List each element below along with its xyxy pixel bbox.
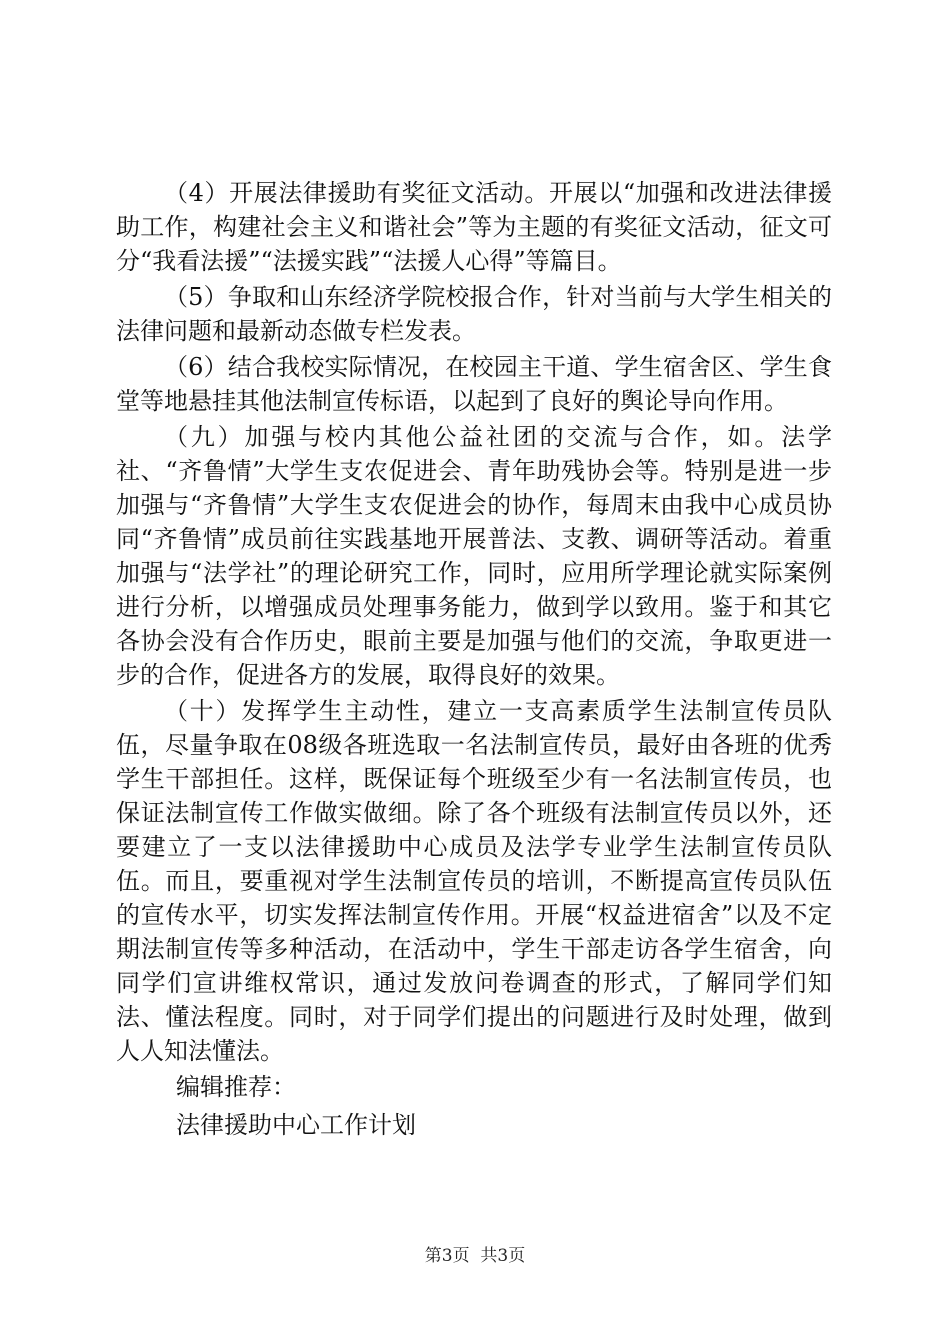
editor-recommend-label: 编辑推荐：	[176, 1073, 296, 1101]
page-footer	[0, 1245, 950, 1267]
page-number: 第3页 共3页	[424, 1246, 526, 1266]
editor-recommend-link[interactable]: 法律援助中心工作计划	[176, 1111, 416, 1139]
paragraph-nine: （九）加强与校内其他公益社团的交流与合作，如。法学社、“齐鲁情”大学生支农促进会、青年助残协会等。特别是进一步加强与“齐鲁情”大学生支农促进会的协作，每周末由我中心成员协同“齐鲁情”成员前往实践基地开展普法、支教、调研等活动。着重加强与“法学社”的理论研究工作，同时，应用所学理论就实际案例进行分析，以增强成员处理事务能力，做到学以致用。鉴于和其它各协会没有合作历史，眼前主要是加强与他们的交流，争取更进一步的合作，促进各方的发展，取得良好的效果。	[116, 423, 832, 689]
paragraph-6: （6）结合我校实际情况，在校园主干道、学生宿舍区、学生食堂等地悬挂其他法制宣传标语，以起到了良好的舆论导向作用。	[116, 353, 832, 415]
paragraph-4: （4）开展法律援助有奖征文活动。开展以“加强和改进法律援助工作，构建社会主义和谐社会”等为主题的有奖征文活动，征文可分“我看法援”“法援实践”“法援人心得”等篇目。	[116, 179, 832, 275]
paragraph-5: （5）争取和山东经济学院校报合作，针对当前与大学生相关的法律问题和最新动态做专栏发表。	[116, 283, 832, 345]
document-body	[116, 176, 832, 1142]
paragraph-ten: （十）发挥学生主动性，建立一支高素质学生法制宣传员队伍，尽量争取在08级各班选取一名法制宣传员，最好由各班的优秀学生干部担任。这样，既保证每个班级至少有一名法制宣传员，也保证法制宣传工作做实做细。除了各个班级有法制宣传员以外，还要建立了一支以法律援助中心成员及法学专业学生法制宣传员队伍。而且，要重视对学生法制宣传员的培训，不断提高宣传员队伍的宣传水平，切实发挥法制宣传作用。开展“权益进宿舍”以及不定期法制宣传等多种活动，在活动中，学生干部走访各学生宿舍，向同学们宣讲维权常识，通过发放问卷调查的形式，了解同学们知法、懂法程度。同时，对于同学们提出的问题进行及时处理，做到人人知法懂法。	[116, 697, 832, 1065]
